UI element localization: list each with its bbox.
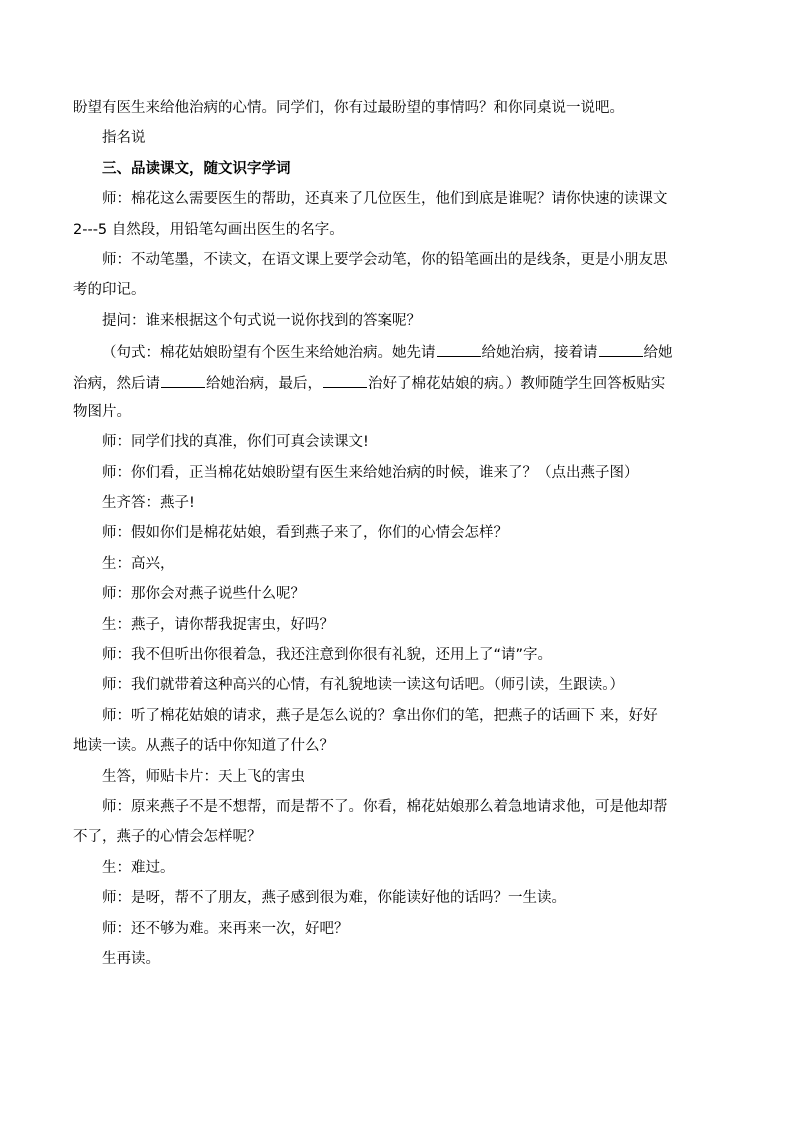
text-line [73, 554, 721, 575]
text-segment: 给她治病，接着请 [481, 345, 598, 362]
text-segment: 生：燕子，请你帮我捉害虫，好吗？ [102, 616, 334, 633]
text-segment: 生齐答：燕子! [102, 495, 195, 512]
text-segment: 给她治病，最后， [206, 375, 322, 392]
text-line [73, 675, 721, 696]
fill-in-blank [161, 372, 205, 388]
fill-in-blank [323, 372, 367, 388]
text-line [73, 797, 721, 818]
section-heading [73, 159, 721, 180]
text-line [73, 858, 721, 879]
text-line [73, 98, 721, 119]
text-line [73, 128, 721, 149]
text-segment: 师：你们看，正当棉花姑娘盼望有医生来给她治病的时候，谁来了？（点出燕子图） [102, 464, 639, 481]
text-segment: 给她 [643, 345, 673, 362]
text-line [73, 888, 721, 909]
text-segment: 师：同学们找的真准，你们可真会读课文! [102, 434, 369, 451]
body-text [73, 98, 721, 979]
text-line [73, 584, 721, 605]
text-segment: 生再读。 [102, 950, 160, 967]
text-line [73, 523, 721, 544]
text-line [73, 463, 721, 484]
text-segment: （句式：棉花姑娘盼望有个医生来给她治病。她先请 [102, 345, 436, 362]
text-line [73, 919, 721, 940]
text-segment: 师：不动笔墨，不读文，在语文课上要学会动笔，你的铅笔画出的是线条，更是小朋友思 [102, 251, 668, 268]
text-segment: 指名说 [102, 130, 146, 147]
text-line [73, 341, 721, 362]
fill-in-blank [437, 341, 481, 357]
text-segment: 师：是呀，帮不了朋友，燕子感到很为难，你能读好他的话吗？一生读。 [102, 890, 566, 907]
text-line [73, 432, 721, 453]
text-line [73, 189, 721, 210]
text-line [73, 250, 721, 271]
text-segment: 师：我们就带着这种高兴的心情，有礼貌地读一读这句话吧。（师引读，生跟读。） [102, 677, 624, 694]
text-line [73, 493, 721, 514]
text-segment: 治病，然后请 [73, 375, 160, 392]
text-segment: 生：高兴， [102, 555, 175, 572]
text-segment: 物图片。 [73, 403, 131, 420]
text-segment: 治好了棉花姑娘的病。）教师随学生回答板贴实 [368, 375, 666, 392]
text-segment: 三、品读课文，随文识字学词 [102, 160, 291, 177]
text-segment: 师：假如你们是棉花姑娘，看到燕子来了，你们的心情会怎样？ [102, 525, 508, 542]
text-line [73, 645, 721, 666]
text-segment: 不了，燕子的心情会怎样呢？ [73, 829, 262, 846]
text-line [73, 402, 721, 423]
text-segment: 师：那你会对燕子说些什么呢？ [102, 586, 305, 603]
text-line [73, 615, 721, 636]
text-segment: 生：难过。 [102, 859, 175, 876]
text-segment: 师：还不够为难。来再来一次，好吧？ [102, 920, 349, 937]
text-segment: 盼望有医生来给他治病的心情。同学们，你有过最盼望的事情吗？和你同桌说一说吧。 [73, 100, 624, 116]
text-line [73, 220, 721, 241]
text-segment: 地读一读。从燕子的话中你知道了什么？ [73, 738, 334, 755]
text-line [73, 706, 721, 727]
text-line [73, 767, 721, 788]
text-line [73, 736, 721, 757]
text-line [73, 311, 721, 332]
text-line [73, 372, 721, 393]
text-segment: 师：听了棉花姑娘的请求，燕子是怎么说的？拿出你们的笔，把燕子的话画下 来，好好 [102, 707, 658, 724]
text-segment: 师：我不但听出你很着急，我还注意到你很有礼貌，还用上了“请”字。 [102, 647, 553, 664]
text-segment: 提问：谁来根据这个句式说一说你找到的答案呢？ [102, 312, 421, 329]
text-segment: 生答，师贴卡片：天上飞的害虫 [102, 768, 305, 785]
text-segment: 师：棉花这么需要医生的帮助，还真来了几位医生，他们到底是谁呢？请你快速的读课文 [102, 191, 668, 208]
text-line [73, 949, 721, 970]
text-segment: 师：原来燕子不是不想帮，而是帮不了。你看，棉花姑娘那么着急地请求他，可是他却帮 [102, 798, 668, 815]
text-segment: 考的印记。 [73, 282, 146, 299]
text-segment: 2---5 自然段，用铅笔勾画出医生的名字。 [73, 221, 344, 238]
fill-in-blank [599, 341, 643, 357]
text-line [73, 827, 721, 848]
text-line [73, 280, 721, 301]
